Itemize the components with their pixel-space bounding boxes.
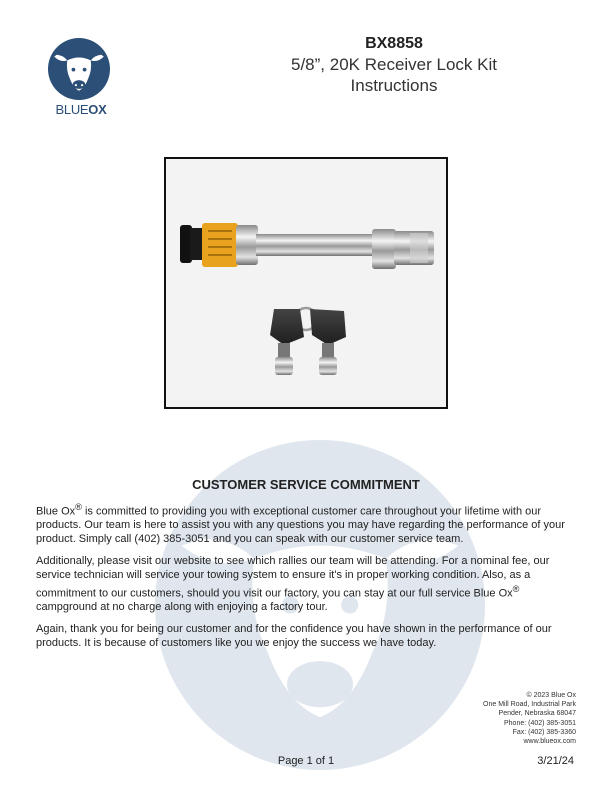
- street: One Mill Road, Industrial Park: [483, 701, 576, 709]
- company-address: [483, 691, 576, 746]
- document-type: Instructions: [350, 76, 438, 95]
- model-number: BX8858: [365, 35, 423, 52]
- registered-mark: ®: [512, 583, 520, 594]
- receiver-lock-illustration: [166, 159, 446, 407]
- paragraph-contact: [36, 501, 576, 546]
- product-photo: [164, 157, 448, 409]
- section-title: CUSTOMER SERVICE COMMITMENT: [192, 477, 420, 492]
- phone: Phone: (402) 385-3051: [504, 719, 576, 727]
- fax: Fax: (402) 385-3360: [512, 728, 576, 736]
- page-number: Page 1 of 1: [277, 755, 335, 767]
- brand-name: Blue Ox: [36, 505, 76, 518]
- document-date: 3/21/24: [537, 755, 574, 767]
- paragraph-rallies: [36, 555, 576, 614]
- logo-word-blue: BLUE: [55, 102, 89, 117]
- copyright: © 2023 Blue Ox: [526, 692, 576, 699]
- website-link[interactable]: www.blueox.com: [523, 738, 576, 746]
- logo-wordmark: [46, 102, 116, 117]
- ox-head-icon: [48, 38, 110, 100]
- paragraph-rallies-text-end: campground at no charge along with enjoying a factory tour.: [36, 600, 328, 613]
- city: Pender, Nebraska 68047: [498, 710, 576, 718]
- paragraph-thanks: Again, thank you for being our customer and for the confidence you have shown in the performance of our products. It is because of customers like you we enjoy the success we have today.: [36, 623, 552, 650]
- document-header: [230, 34, 558, 96]
- registered-mark: ®: [75, 502, 82, 512]
- product-title: 5/8”, 20K Receiver Lock Kit: [291, 55, 497, 74]
- logo-word-ox: OX: [88, 102, 107, 117]
- commitment-body: [36, 501, 576, 660]
- paragraph-contact-text: is committed to providing you with exceptional customer care throughout your lifetime with our products. Our team is here to assist you with any questions you may have regarding the performance of your product. Simply call (402) 385-3051 and you can speak with our customer service team.: [36, 505, 565, 545]
- paragraph-rallies-text: Additionally, please visit our website to see which rallies our team will be attending. For a nominal fee, our service technician will service your towing system to ensure it's in proper working condition. Also, as a commitment to our customers, should you visit our factory, you can stay at our full service Blue Ox: [36, 555, 550, 600]
